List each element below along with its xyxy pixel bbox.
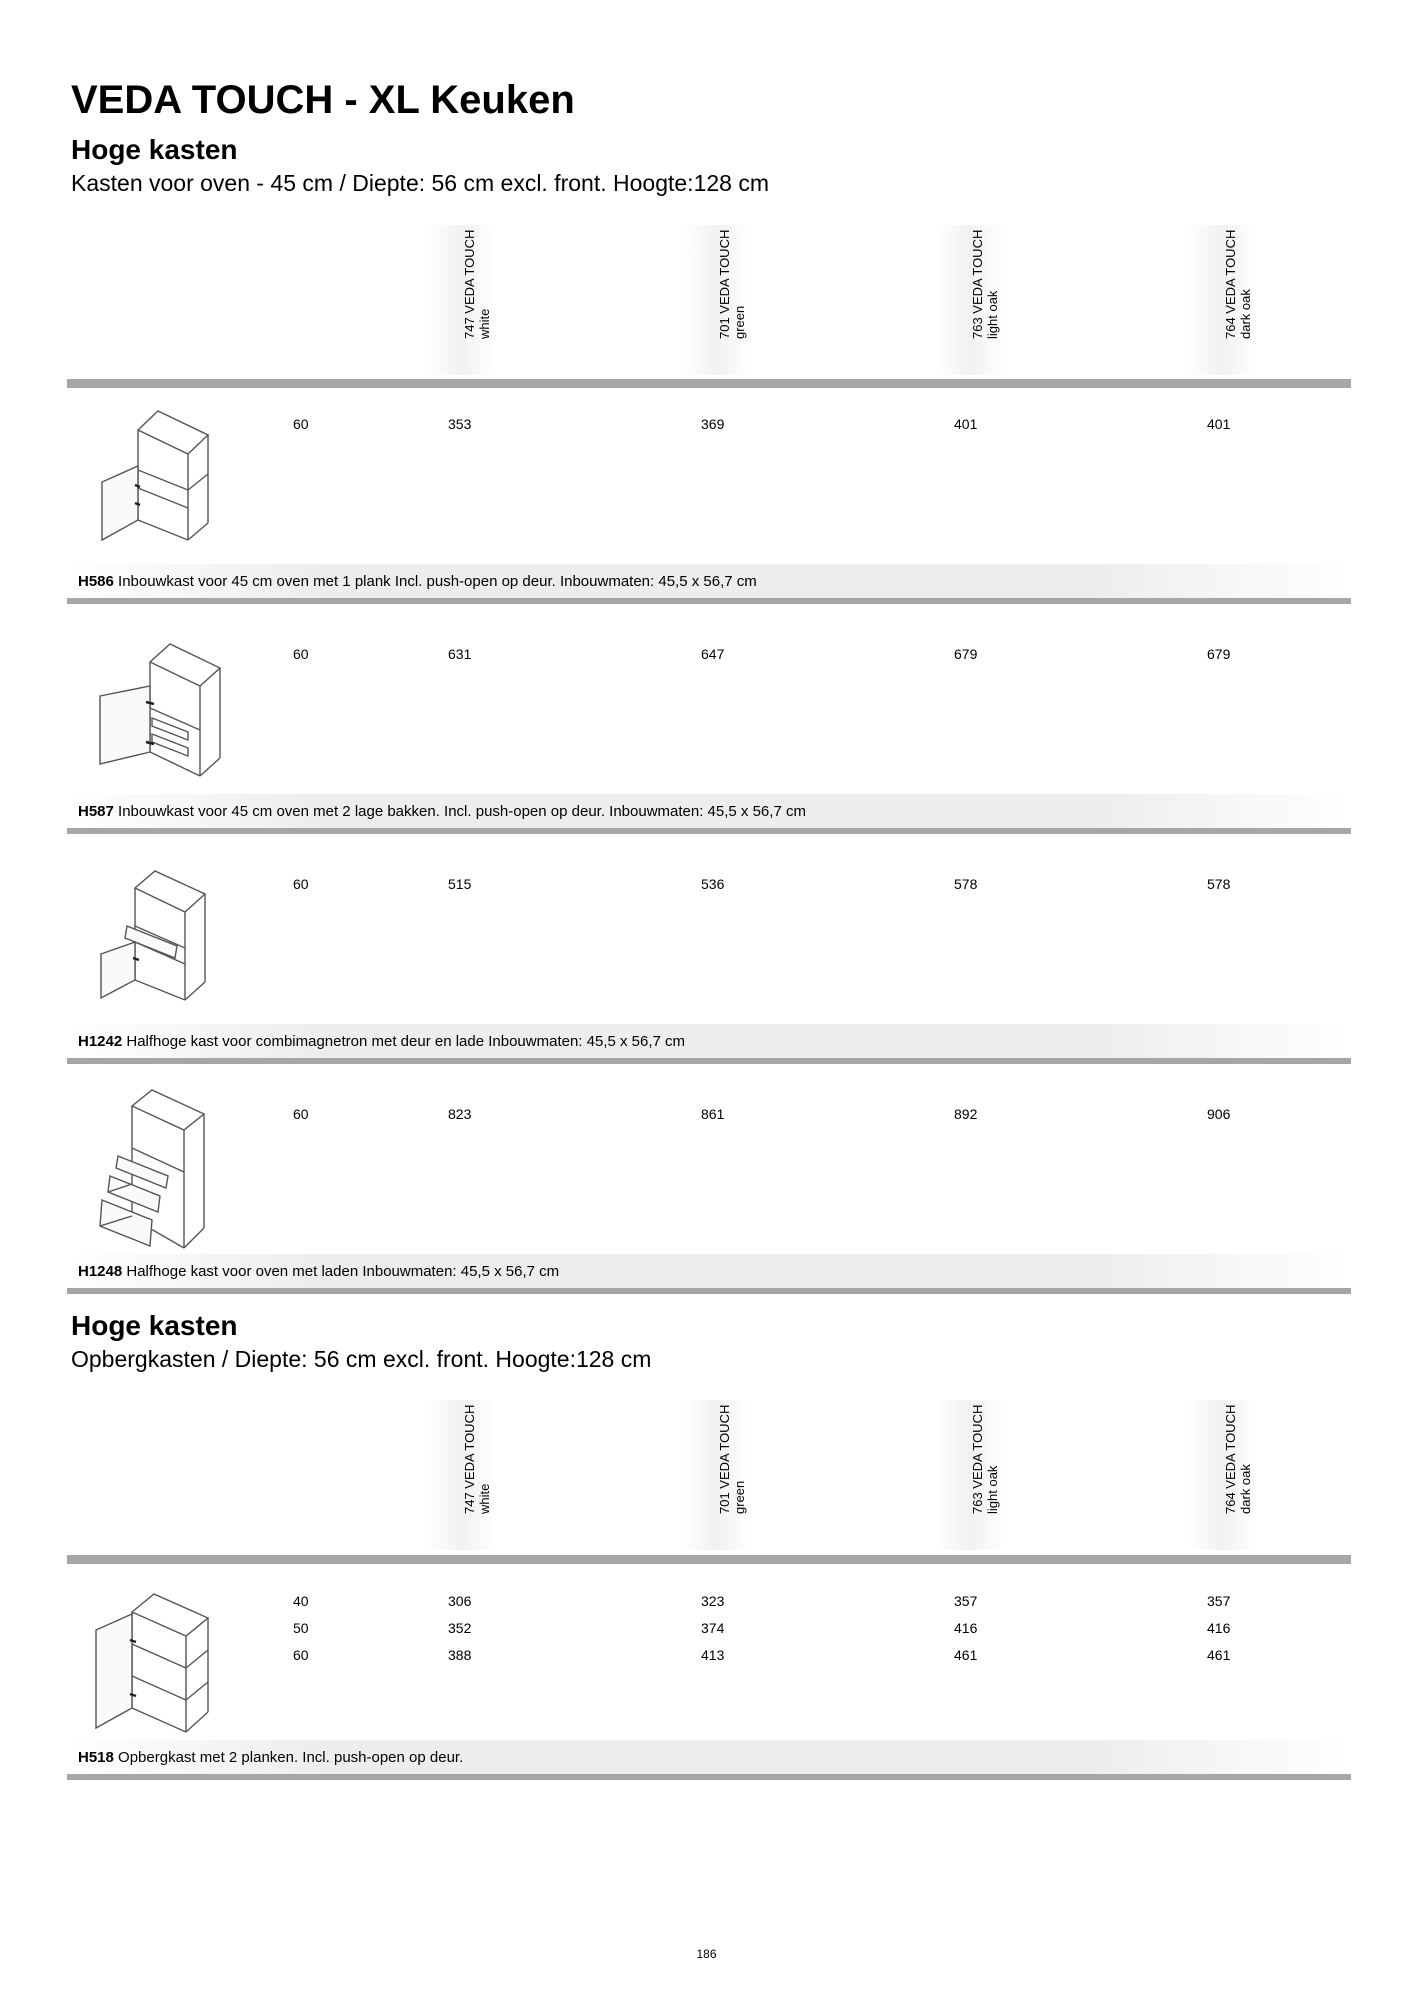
width-value: 60 <box>293 646 309 662</box>
product-description: H586 Inbouwkast voor 45 cm oven met 1 plank Incl. push-open op deur. Inbouwmaten: 45,5 x 56,7 cm <box>78 573 757 590</box>
width-value: 40 <box>293 1593 309 1609</box>
price-763: 892 <box>954 1106 978 1122</box>
product-description: H587 Inbouwkast voor 45 cm oven met 2 lage bakken. Incl. push-open op deur. Inbouwmaten: 45,5 x 56,7 cm <box>78 803 806 820</box>
price-701: 647 <box>701 646 725 662</box>
price-764: 679 <box>1207 646 1231 662</box>
width-value: 60 <box>293 876 309 892</box>
product-code: H1248 <box>78 1263 123 1280</box>
column-header-701: 701 VEDA TOUCH green <box>683 225 751 375</box>
oven-cabinet-one-shelf-icon <box>96 408 216 543</box>
product-code: H586 <box>78 573 114 590</box>
oven-cabinet-drawers-icon <box>94 1088 219 1253</box>
column-header-763: 763 VEDA TOUCH light oak <box>936 1400 1004 1550</box>
price-763: 679 <box>954 646 978 662</box>
price-747: 515 <box>448 876 472 892</box>
price-701: 536 <box>701 876 725 892</box>
column-header-701: 701 VEDA TOUCH green <box>683 1400 751 1550</box>
product-code: H1242 <box>78 1033 123 1050</box>
price-764: 416 <box>1207 1620 1231 1636</box>
section-title: Hoge kasten <box>71 134 238 165</box>
width-value: 50 <box>293 1620 309 1636</box>
width-value: 60 <box>293 1647 309 1663</box>
product-description: H518 Opbergkast met 2 planken. Incl. push-open op deur. <box>78 1749 464 1766</box>
section-title: Hoge kasten <box>71 1310 238 1341</box>
row-divider <box>67 828 1351 834</box>
price-763: 401 <box>954 416 978 432</box>
price-701: 369 <box>701 416 725 432</box>
price-764: 401 <box>1207 416 1231 432</box>
header-divider <box>67 1555 1351 1564</box>
row-divider <box>67 598 1351 604</box>
microwave-cabinet-door-drawer-icon <box>95 868 215 1003</box>
width-value: 60 <box>293 416 309 432</box>
price-701: 323 <box>701 1593 725 1609</box>
column-header-764: 764 VEDA TOUCH dark oak <box>1189 1400 1257 1550</box>
row-divider <box>67 1288 1351 1294</box>
price-764: 906 <box>1207 1106 1231 1122</box>
row-divider <box>67 1774 1351 1780</box>
price-747: 823 <box>448 1106 472 1122</box>
price-764: 578 <box>1207 876 1231 892</box>
product-description: H1248 Halfhoge kast voor oven met laden Inbouwmaten: 45,5 x 56,7 cm <box>78 1263 560 1280</box>
header-divider <box>67 379 1351 388</box>
product-code: H518 <box>78 1749 114 1766</box>
column-header-763: 763 VEDA TOUCH light oak <box>936 225 1004 375</box>
price-763: 578 <box>954 876 978 892</box>
width-value: 60 <box>293 1106 309 1122</box>
price-701: 413 <box>701 1647 725 1663</box>
product-description: H1242 Halfhoge kast voor combimagnetron met deur en lade Inbouwmaten: 45,5 x 56,7 cm <box>78 1033 686 1050</box>
page-number: 186 <box>696 1947 717 1961</box>
column-header-747: 747 VEDA TOUCH white <box>428 1400 496 1550</box>
price-701: 374 <box>701 1620 725 1636</box>
price-763: 416 <box>954 1620 978 1636</box>
row-divider <box>67 1058 1351 1064</box>
oven-cabinet-two-trays-icon <box>94 640 234 780</box>
price-747: 388 <box>448 1647 472 1663</box>
price-763: 461 <box>954 1647 978 1663</box>
price-747: 631 <box>448 646 472 662</box>
price-764: 357 <box>1207 1593 1231 1609</box>
section-subtitle: Opbergkasten / Diepte: 56 cm excl. front. Hoogte:128 cm <box>71 1346 652 1372</box>
price-747: 352 <box>448 1620 472 1636</box>
section-subtitle: Kasten voor oven - 45 cm / Diepte: 56 cm excl. front. Hoogte:128 cm <box>71 170 769 196</box>
column-header-747: 747 VEDA TOUCH white <box>428 225 496 375</box>
price-701: 861 <box>701 1106 725 1122</box>
storage-cabinet-two-shelves-icon <box>92 1590 222 1735</box>
product-code: H587 <box>78 803 114 820</box>
column-header-764: 764 VEDA TOUCH dark oak <box>1189 225 1257 375</box>
price-764: 461 <box>1207 1647 1231 1663</box>
price-763: 357 <box>954 1593 978 1609</box>
page-title: VEDA TOUCH - XL Keuken <box>71 78 575 122</box>
price-747: 306 <box>448 1593 472 1609</box>
price-747: 353 <box>448 416 472 432</box>
